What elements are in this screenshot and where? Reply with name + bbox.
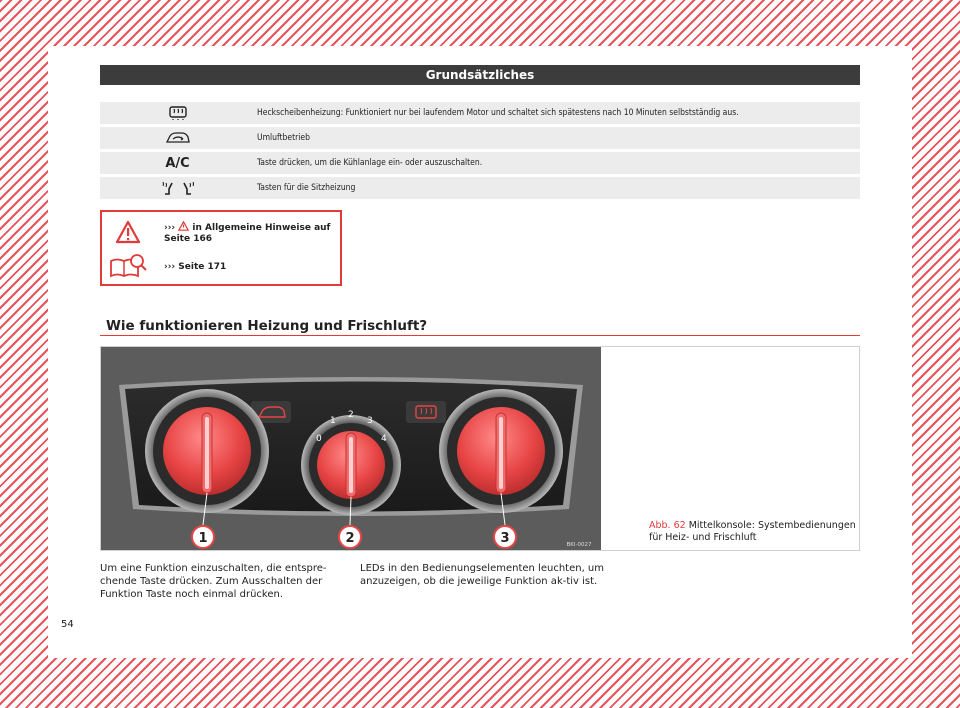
warning-reference-text: in Allgemeine Hinweise auf (192, 223, 331, 233)
legend-icon-cell (100, 127, 255, 149)
figure-caption-text: Mittelkonsole: Systembedienungen für Heiz- und Frischluft (649, 520, 856, 543)
figure-code: BKI-0027 (566, 542, 592, 548)
figure-label: Abb. 62 (649, 520, 686, 531)
knob-scale-label: 2 (348, 410, 354, 420)
knob-scale-label: 1 (330, 416, 336, 426)
callout-number: 1 (198, 531, 208, 546)
legend-text: Umluftbetrieb (255, 127, 860, 149)
ac-icon: A/C (165, 155, 190, 171)
legend-row (100, 177, 860, 199)
callout-number: 3 (500, 531, 510, 546)
body-text-right: LEDs in den Bedienungselementen leuchten, um anzuzeigen, ob die jeweilige Funktion ak-tiv ist. (360, 563, 605, 587)
legend-row (100, 152, 860, 174)
knob-scale-label: 3 (367, 416, 373, 426)
knob-scale-label: 4 (381, 434, 387, 444)
figure (100, 346, 860, 551)
warning-page-ref: Seite 166 (164, 234, 212, 244)
knob-scale-label: 0 (316, 434, 322, 444)
legend-text: Tasten für die Sitzheizung (255, 177, 860, 199)
book-info-icon (108, 252, 148, 280)
legend-icon-cell (100, 152, 255, 174)
warning-box (100, 210, 342, 286)
warning-triangle-icon (115, 220, 141, 244)
legend-row (100, 102, 860, 124)
reference-arrows: ››› (164, 223, 176, 233)
legend-row (100, 127, 860, 149)
section-divider (100, 335, 860, 336)
legend-icon-cell (100, 177, 255, 199)
climate-panel-illustration (101, 347, 601, 550)
legend-icon-cell (100, 102, 255, 124)
reference-arrows: ››› (164, 262, 176, 272)
book-reference[interactable] (164, 261, 226, 273)
book-reference-text: Seite 171 (178, 262, 227, 272)
legend-text: Taste drücken, um die Kühlanlage ein- oder auszuschalten. (255, 152, 860, 174)
figure-caption (649, 520, 857, 544)
callout-number: 2 (345, 531, 355, 546)
recirculation-icon (165, 131, 191, 145)
page-number: 54 (61, 619, 74, 630)
climate-control-photo (101, 347, 601, 550)
legend-table (100, 99, 860, 202)
page-header: Grundsätzliches (100, 65, 860, 85)
section-title: Wie funktionieren Heizung und Frischluft? (106, 318, 428, 334)
rear-window-defrost-icon (168, 105, 188, 121)
body-text-left: Um eine Funktion einzuschalten, die entspre-chende Taste drücken. Zum Ausschalten der Funktion Taste noch einmal drücken. (100, 563, 327, 600)
warning-small-icon (178, 221, 189, 231)
legend-text: Heckscheibenheizung: Funktioniert nur bei laufendem Motor und schaltet sich spätestens nach 10 Minuten selbstständig aus. (255, 102, 860, 124)
seat-heating-icon (160, 180, 196, 196)
